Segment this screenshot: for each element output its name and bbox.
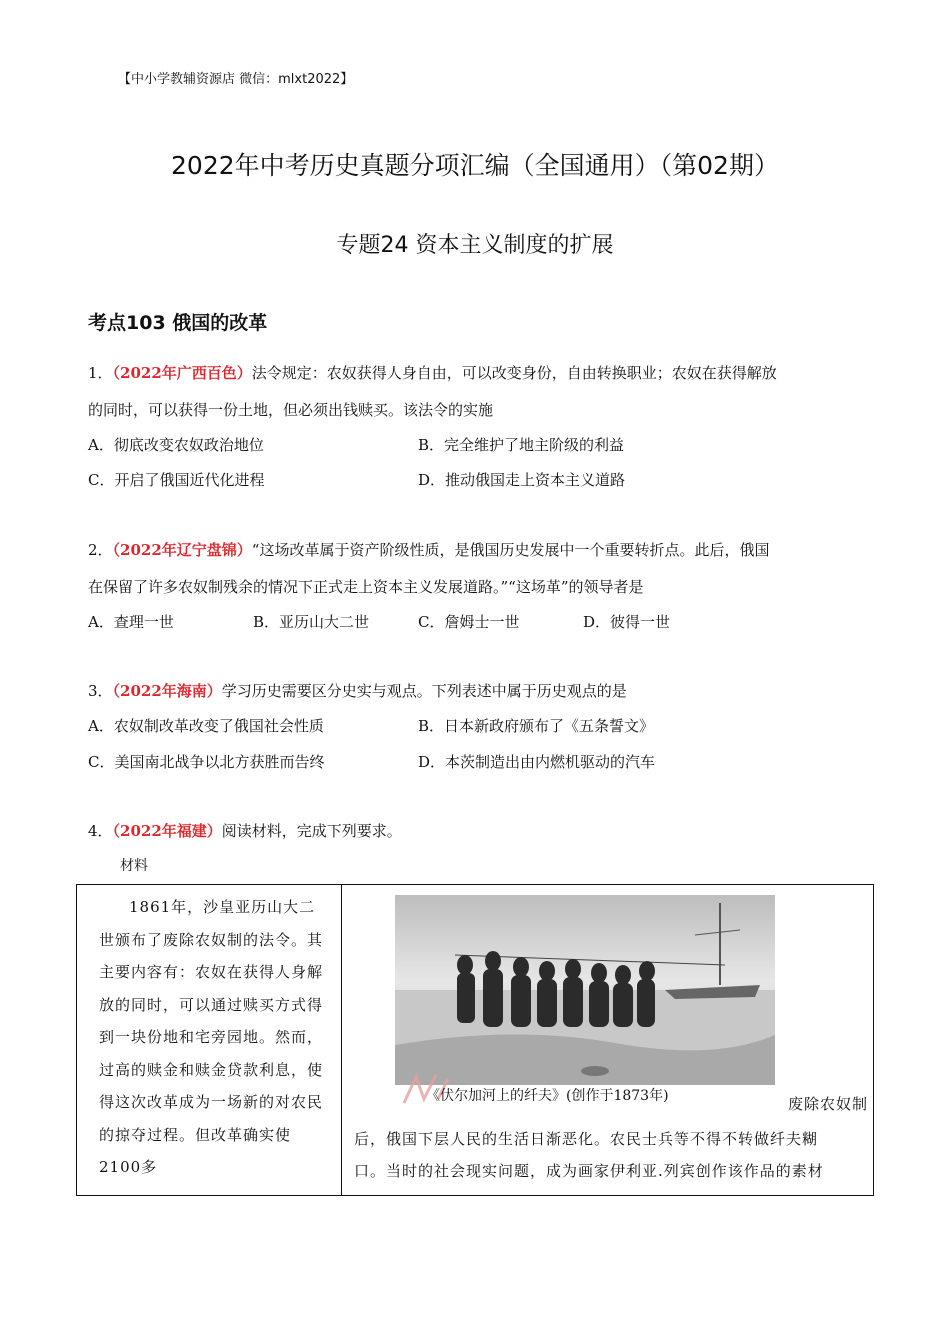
question-source: （2022年海南）: [112, 682, 222, 700]
question-2-line-2: 在保留了许多农奴制残余的情况下正式走上资本主义发展道路。”“这场革”的领导者是: [88, 578, 644, 596]
question-2-option-c: C．詹姆士一世: [418, 613, 520, 631]
material-image-cell: [342, 885, 874, 1196]
question-1-line-1: [88, 362, 777, 383]
material-left-text: 1861年，沙皇亚历山大二世颁布了废除农奴制的法令。其主要内容有：农奴在获得人身解放的同时，可以通过赎买方式得到一块份地和宅旁园地。然而，过高的赎金和赎金贷款利息，使得这次改革成为一场新的对农民的掠夺过程。但改革确实使2100多: [99, 898, 324, 1176]
question-stem: 学习历史需要区分史实与观点。下列表述中属于历史观点的是: [221, 682, 627, 700]
question-3-option-c: C．美国南北战争以北方获胜而告终: [88, 753, 325, 771]
header-note: 【中小学教辅资源店 微信：mlxt2022】: [118, 72, 354, 87]
question-2-line-1: [88, 539, 769, 560]
question-stem: “这场改革属于资产阶级性质，是俄国历史发展中一个重要转折点。此后，俄国: [251, 541, 770, 559]
question-2-option-b: B．亚历山大二世: [253, 613, 370, 631]
question-1-option-a: A．彻底改变农奴政治地位: [88, 436, 264, 454]
question-1-line-2: 的同时，可以获得一份土地，但必须出钱赎买。该法令的实施: [88, 401, 494, 419]
barge-haulers-painting: [395, 895, 775, 1085]
question-4-line-1: [88, 820, 402, 841]
question-number: 1．: [88, 364, 113, 382]
painting-caption: 《伏尔加河上的纤夫》(创作于1873年): [426, 1088, 669, 1104]
question-number: 3．: [88, 682, 113, 700]
material-table: [76, 884, 874, 1196]
question-1-option-c: C．开启了俄国近代化进程: [88, 471, 265, 489]
painting-illustration: [395, 895, 775, 1085]
question-3-option-a: A．农奴制改革改变了俄国社会性质: [88, 717, 324, 735]
question-source: （2022年福建）: [112, 822, 222, 840]
question-source: （2022年辽宁盘锦）: [112, 541, 252, 559]
material-label: 材料: [120, 858, 148, 874]
question-number: 4．: [88, 822, 113, 840]
question-1-option-d: D．推动俄国走上资本主义道路: [418, 471, 626, 489]
section-heading: 考点103 俄国的改革: [88, 312, 268, 334]
page-subtitle: 专题24 资本主义制度的扩展: [336, 233, 614, 258]
question-number: 2．: [88, 541, 113, 559]
material-right-text: [354, 1123, 874, 1187]
material-text-cell: [77, 885, 342, 1196]
question-2-option-d: D．彼得一世: [583, 613, 671, 631]
page-title: 2022年中考历史真题分项汇编（全国通用）（第02期）: [171, 151, 779, 180]
question-2-option-a: A．查理一世: [88, 613, 174, 631]
question-stem: 阅读材料，完成下列要求。: [221, 822, 402, 840]
material-right-line: 后，俄国下层人民的生活日渐恶化。农民士兵等不得不转做纤夫糊: [354, 1130, 819, 1148]
question-1-option-b: B．完全维护了地主阶级的利益: [418, 436, 625, 454]
question-3-line-1: [88, 680, 627, 701]
question-3-option-b: B．日本新政府颁布了《五条誓文》: [418, 717, 655, 735]
material-right-line: 口。当时的社会现实问题，成为画家伊利亚.列宾创作该作品的素材: [354, 1162, 824, 1180]
material-right-tail: 废除农奴制: [788, 1095, 869, 1113]
question-3-option-d: D．本茨制造出由内燃机驱动的汽车: [418, 753, 656, 771]
question-source: （2022年广西百色）: [112, 364, 252, 382]
question-stem: 法令规定：农奴获得人身自由，可以改变身份，自由转换职业；农奴在获得解放: [251, 364, 777, 382]
